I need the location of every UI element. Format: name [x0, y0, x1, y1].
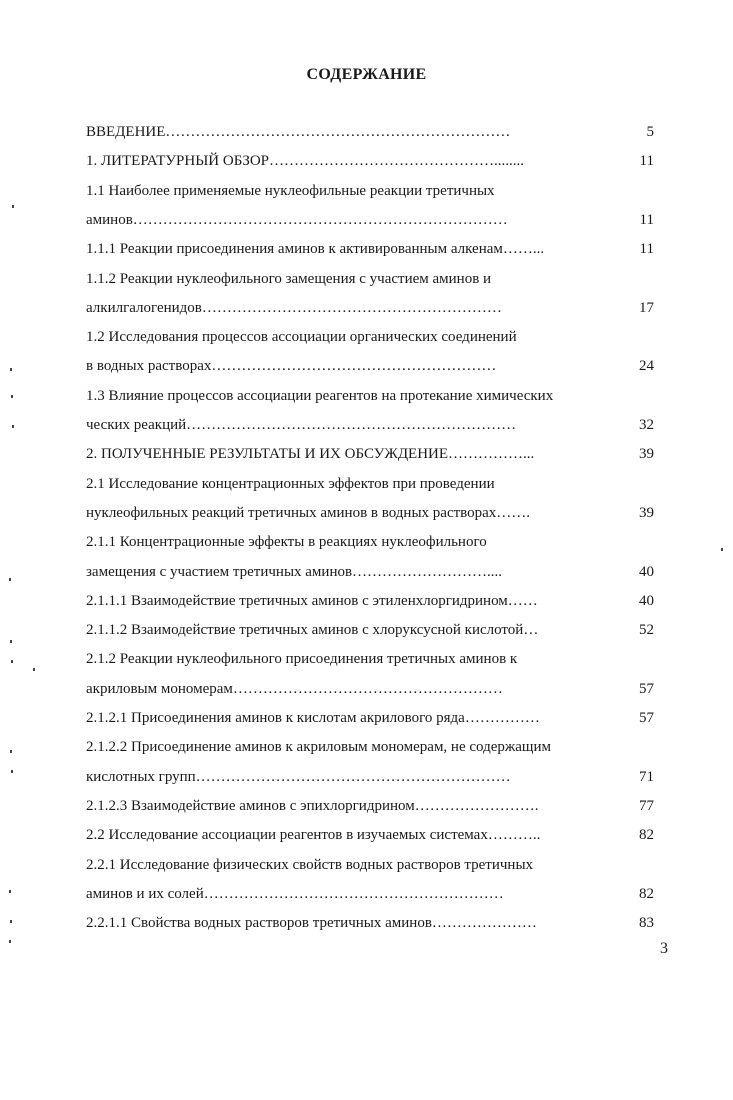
toc-entry-page: 5 — [646, 124, 654, 140]
toc-entry-text: 1.1.1 Реакции присоединения аминов к активированным алкенам……... — [86, 241, 545, 258]
toc-entry-page: 77 — [639, 797, 654, 814]
toc-entry-page: 11 — [639, 153, 654, 170]
toc-entry-text: 1.3 Влияние процессов ассоциации реагентов на протекание химических — [86, 387, 554, 404]
toc-entry-text: 2.1.1.2 Взаимодействие третичных аминов с хлоруксусной кислотой… — [86, 622, 539, 639]
scan-speck — [9, 578, 11, 581]
toc-entry-page: 57 — [639, 680, 654, 697]
toc-entry-text: 2.1 Исследование концентрационных эффектов при проведении — [86, 475, 495, 492]
scan-speck — [12, 425, 14, 428]
toc-entry-page: 83 — [639, 915, 654, 932]
scan-speck — [10, 920, 12, 923]
toc-entry-page: 11 — [639, 241, 654, 258]
scan-speck — [9, 890, 11, 893]
toc-entry-page: 11 — [639, 211, 654, 228]
toc-entry-text: акриловым мономерам……………………………………………… — [86, 680, 503, 697]
scan-speck — [33, 668, 35, 671]
toc-entry-text: 2.2 Исследование ассоциации реагентов в изучаемых системах……….. — [86, 827, 541, 844]
scan-speck — [10, 750, 12, 753]
toc-entry-text: нуклеофильных реакций третичных аминов в водных растворах……. — [86, 504, 531, 521]
toc-entry-text: 2.1.1.1 Взаимодействие третичных аминов с этиленхлоргидрином…… — [86, 592, 538, 609]
toc-entry-text: аминов………………………………………………………………… — [86, 211, 508, 228]
toc-entry-text: 2.2.1 Исследование физических свойств водных растворов третичных — [86, 856, 534, 873]
toc-entry-page: 82 — [639, 885, 654, 902]
scan-speck — [11, 770, 13, 773]
page-title: СОДЕРЖАНИЕ — [306, 66, 427, 83]
toc-entry-text: алкилгалогенидов…………………………………………………… — [86, 299, 502, 316]
scan-speck — [11, 395, 13, 398]
toc-entry-text: в водных растворах………………………………………………… — [86, 358, 497, 375]
toc-entry-text: ВВЕДЕНИЕ…………………………………………………………… — [86, 124, 511, 140]
scan-speck — [9, 940, 11, 943]
toc-entry-page: 57 — [639, 710, 654, 726]
toc-entry-text: 2. ПОЛУЧЕННЫЕ РЕЗУЛЬТАТЫ И ИХ ОБСУЖДЕНИЕ……………... — [86, 446, 535, 463]
toc-entry-text: 2.1.2.2 Присоединение аминов к акриловым мономерам, не содержащим — [86, 739, 551, 756]
page-number: 3 — [660, 940, 668, 957]
toc-entry-text: замещения с участием третичных аминов……………………….... — [86, 563, 503, 580]
toc-entry-text: 1.1.2 Реакции нуклеофильного замещения с участием аминов и — [86, 270, 492, 287]
toc-entry-text: 2.1.1 Концентрационные эффекты в реакциях нуклеофильного — [86, 534, 487, 551]
toc-entry-page: 40 — [639, 592, 654, 609]
toc-entry-text: ческих реакций………………………………………………………… — [86, 417, 517, 433]
toc-entry-text: кислотных групп……………………………………………………… — [86, 768, 511, 785]
toc-entry-text: 1. ЛИТЕРАТУРНЫЙ ОБЗОР………………………………………........ — [86, 153, 525, 170]
scan-speck — [11, 660, 13, 663]
toc-entry-page: 71 — [639, 768, 654, 785]
toc-entry-page: 39 — [639, 504, 654, 521]
toc-entry-text: 1.1 Наиболее применяемые нуклеофильные реакции третичных — [86, 182, 495, 199]
toc-entry-page: 82 — [639, 827, 654, 844]
toc-entry-text: 2.1.2.1 Присоединения аминов к кислотам акрилового ряда…………… — [86, 710, 540, 726]
toc-entry-page: 39 — [639, 446, 654, 463]
toc-entry-text: 1.2 Исследования процессов ассоциации органических соединений — [86, 329, 517, 346]
scan-speck — [10, 368, 12, 371]
toc-entry-text: 2.2.1.1 Свойства водных растворов третичных аминов………………… — [86, 915, 537, 932]
toc-entry-page: 32 — [639, 417, 654, 433]
toc-entry-page: 17 — [639, 299, 654, 316]
toc-entry-page: 40 — [639, 563, 654, 580]
scan-speck — [12, 205, 14, 208]
toc-entry-text: 2.1.2 Реакции нуклеофильного присоединения третичных аминов к — [86, 651, 518, 668]
scan-speck — [10, 640, 12, 643]
toc-entry-page: 24 — [639, 358, 654, 375]
toc-entry-text: аминов и их солей…………………………………………………… — [86, 885, 504, 902]
toc-entry-text: 2.1.2.3 Взаимодействие аминов с эпихлоргидрином……………………. — [86, 797, 539, 814]
toc-entry-page: 52 — [639, 622, 654, 639]
scan-speck — [721, 548, 723, 551]
